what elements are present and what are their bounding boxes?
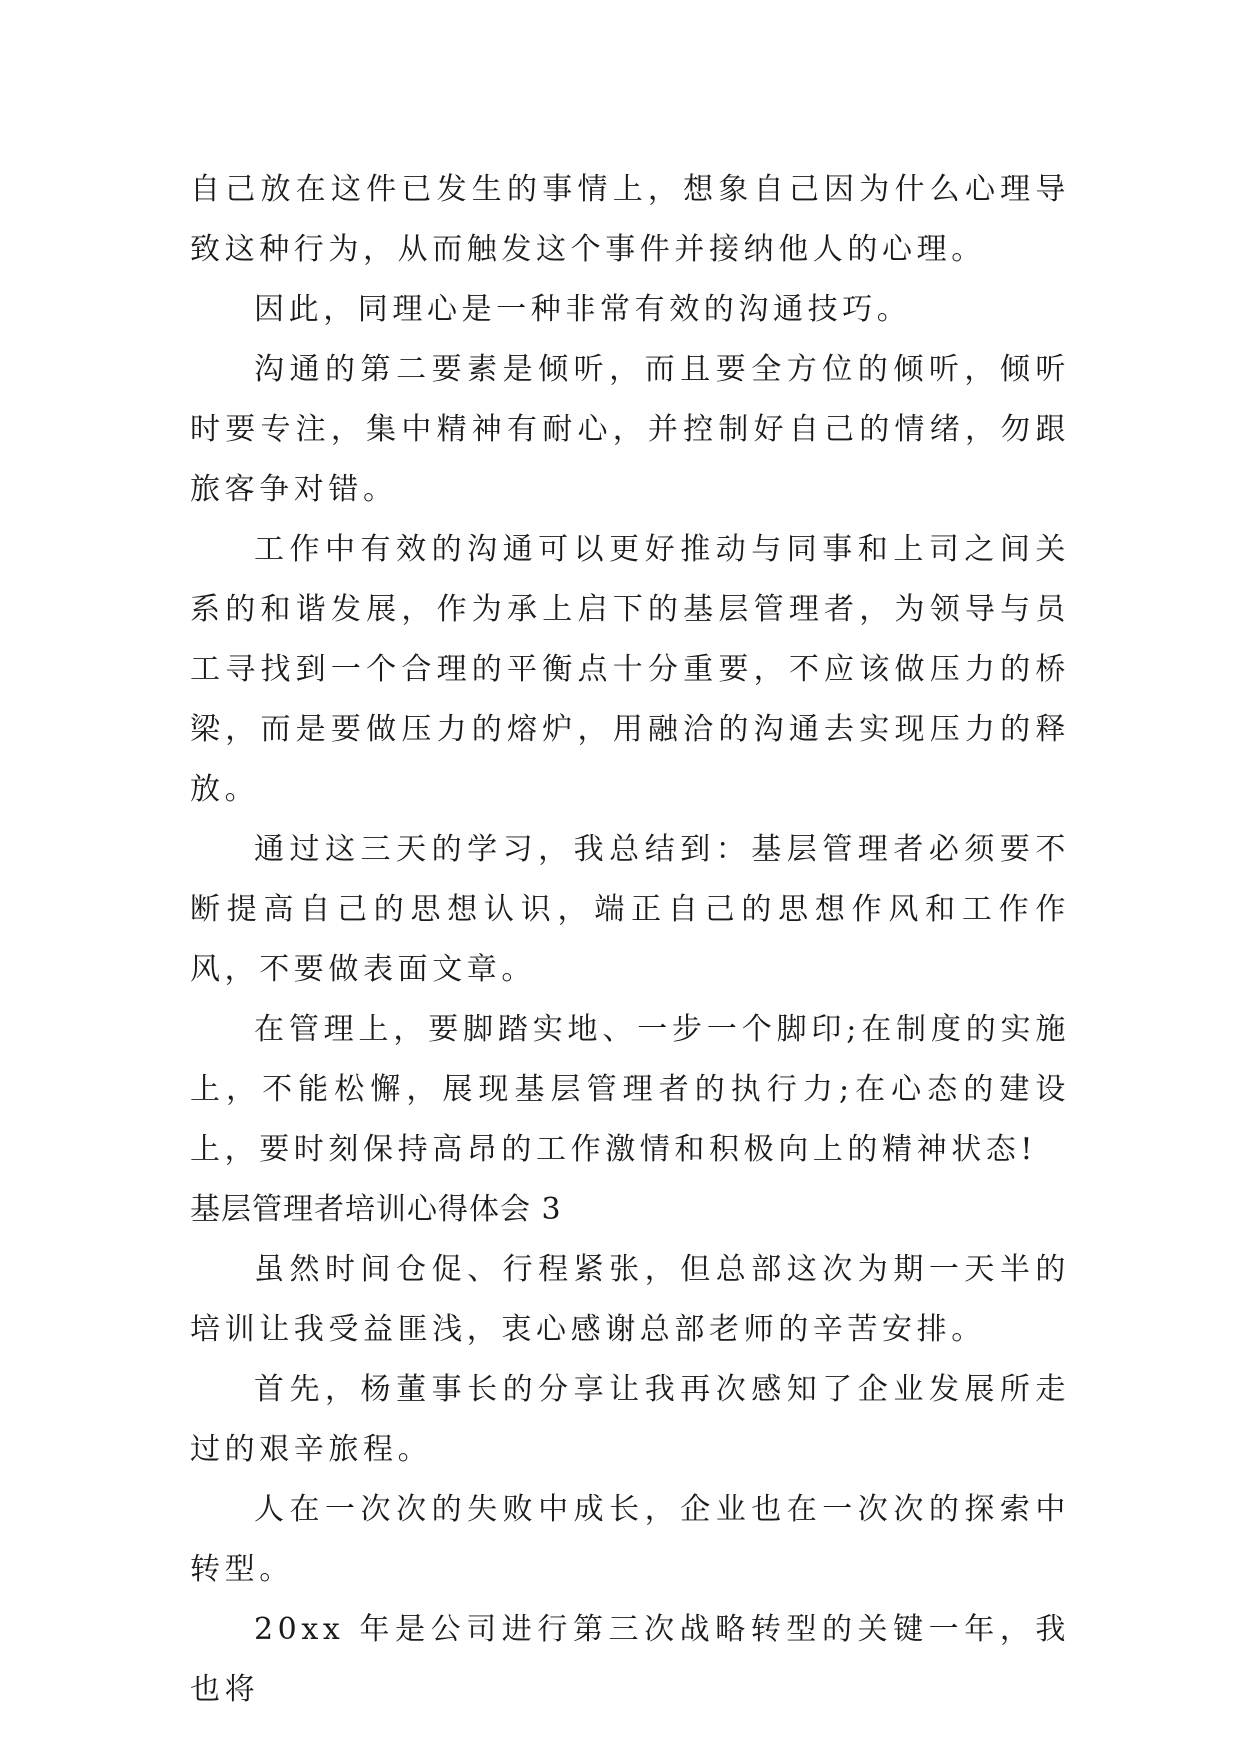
paragraph-4: 工作中有效的沟通可以更好推动与同事和上司之间关系的和谐发展，作为承上启下的基层管理者，为领导与员工寻找到一个合理的平衡点十分重要，不应该做压力的桥梁，而是要做压力的熔炉，用融洽的沟通去实现压力的释放。	[190, 532, 1070, 807]
paragraph-6: 在管理上，要脚踏实地、一步一个脚印;在制度的实施上，不能松懈，展现基层管理者的执行力;在心态的建设上，要时刻保持高昂的工作激情和积极向上的精神状态!	[190, 1012, 1070, 1167]
paragraph-9: 人在一次次的失败中成长，企业也在一次次的探索中转型。	[190, 1492, 1070, 1587]
paragraph-2: 因此，同理心是一种非常有效的沟通技巧。	[254, 292, 912, 327]
paragraph-10: 20xx 年是公司进行第三次战略转型的关键一年，我也将	[190, 1612, 1070, 1707]
paragraph-3: 沟通的第二要素是倾听，而且要全方位的倾听，倾听时要专注，集中精神有耐心，并控制好自己的情绪，勿跟旅客争对错。	[190, 352, 1070, 507]
paragraph-8: 首先，杨董事长的分享让我再次感知了企业发展所走过的艰辛旅程。	[190, 1372, 1070, 1467]
paragraph-7: 虽然时间仓促、行程紧张，但总部这次为期一天半的培训让我受益匪浅，衷心感谢总部老师的辛苦安排。	[190, 1252, 1070, 1347]
paragraph-5: 通过这三天的学习，我总结到：基层管理者必须要不断提高自己的思想认识，端正自己的思想作风和工作作风，不要做表面文章。	[190, 832, 1070, 987]
document-body	[190, 160, 1070, 1720]
section-heading: 基层管理者培训心得体会 3	[190, 1192, 562, 1227]
paragraph-1: 自己放在这件已发生的事情上，想象自己因为什么心理导致这种行为，从而触发这个事件并接纳他人的心理。	[190, 172, 1070, 267]
